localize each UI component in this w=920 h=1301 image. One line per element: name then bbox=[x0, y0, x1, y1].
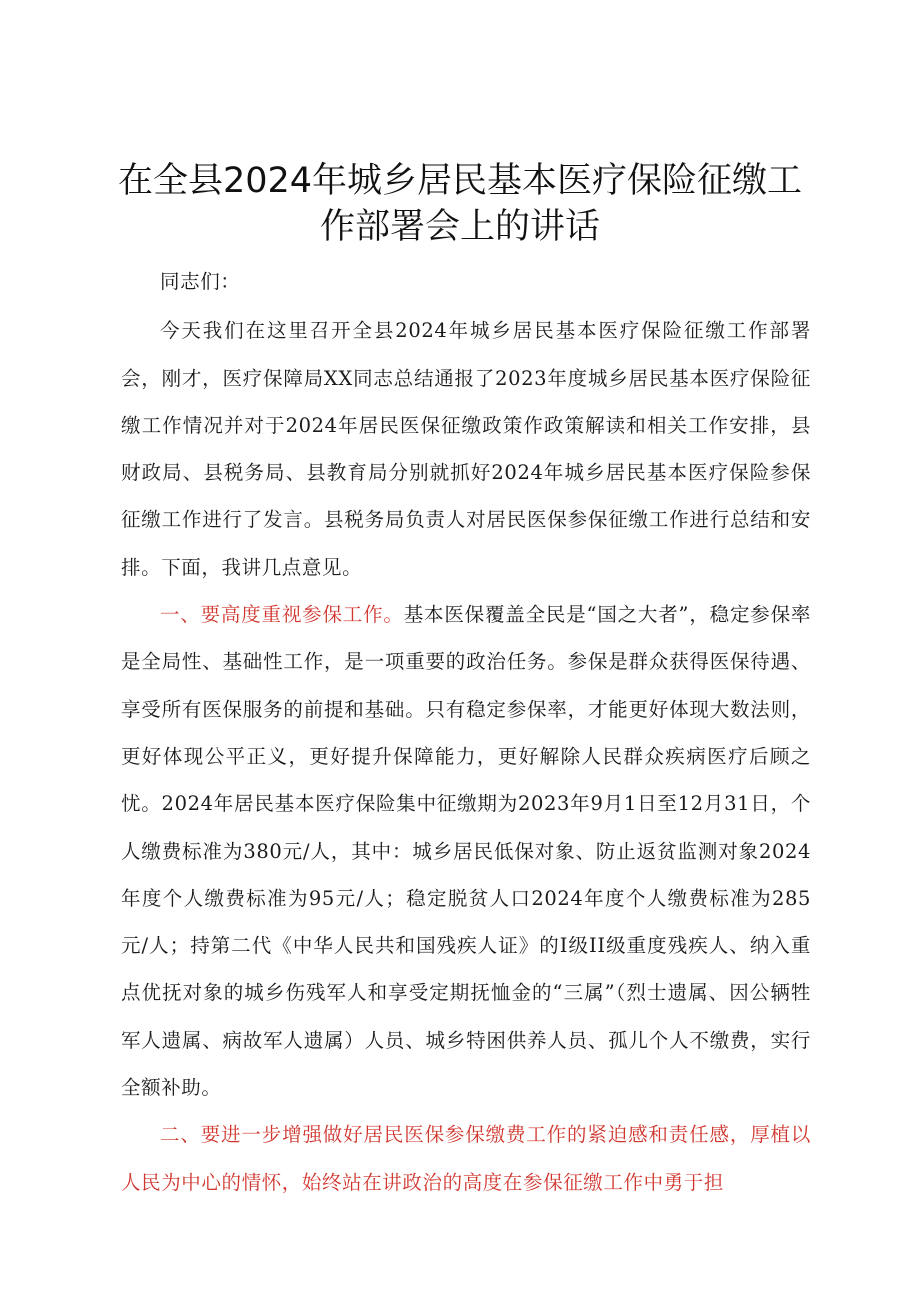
paragraph-section-2 bbox=[121, 1111, 811, 1206]
salutation: 同志们： bbox=[160, 270, 241, 293]
paragraph-intro-text: 今天我们在这里召开全县2024年城乡居民基本医疗保险征缴工作部署会，刚才，医疗保障局XX同志总结通报了2023年度城乡居民基本医疗保险征缴工作情况并对于2024年居民医保征缴政策作政策解读和相关工作安排，县财政局、县税务局、县教育局分别就抓好2024年城乡居民基本医疗保险参保征缴工作进行了发言。县税务局负责人对居民医保参保征缴工作进行总结和安排。下面，我讲几点意见。 bbox=[121, 319, 811, 579]
section-1-heading: 一、要高度重视参保工作。 bbox=[160, 603, 404, 627]
section-1-text: 基本医保覆盖全民是“国之大者”，稳定参保率是全局性、基础性工作，是一项重要的政治任务。参保是群众获得医保待遇、享受所有医保服务的前提和基础。只有稳定参保率，才能更好体现大数法则，更好体现公平正义，更好提升保障能力，更好解除人民群众疾病医疗后顾之忧。2024年居民基本医疗保险集中征缴期为2023年9月1日至12月31日，个人缴费标准为380元/人，其中：城乡居民低保对象、防止返贫监测对象2024年度个人缴费标准为95元/人；稳定脱贫人口2024年度个人缴费标准为285元/人；持第二代《中华人民共和国残疾人证》的I级II级重度残疾人、纳入重点优抚对象的城乡伤残军人和享受定期抚恤金的“三属”（烈士遗属、因公辆牲军人遗属、病故军人遗属）人员、城乡特困供养人员、孤儿个人不缴费，实行全额补助。 bbox=[121, 603, 811, 1100]
document-title: 在全县2024年城乡居民基本医疗保险征缴工作部署会上的讲话 bbox=[117, 161, 803, 247]
section-2-heading: 二、要进一步增强做好居民医保参保缴费工作的紧迫感和责任感，厚植以人民为中心的情怀，始终站在讲政治的高度在参保征缴工作中勇于担 bbox=[121, 1123, 811, 1194]
document-body bbox=[121, 258, 811, 1206]
paragraph-intro bbox=[121, 307, 811, 591]
paragraph-section-1 bbox=[121, 591, 811, 1111]
